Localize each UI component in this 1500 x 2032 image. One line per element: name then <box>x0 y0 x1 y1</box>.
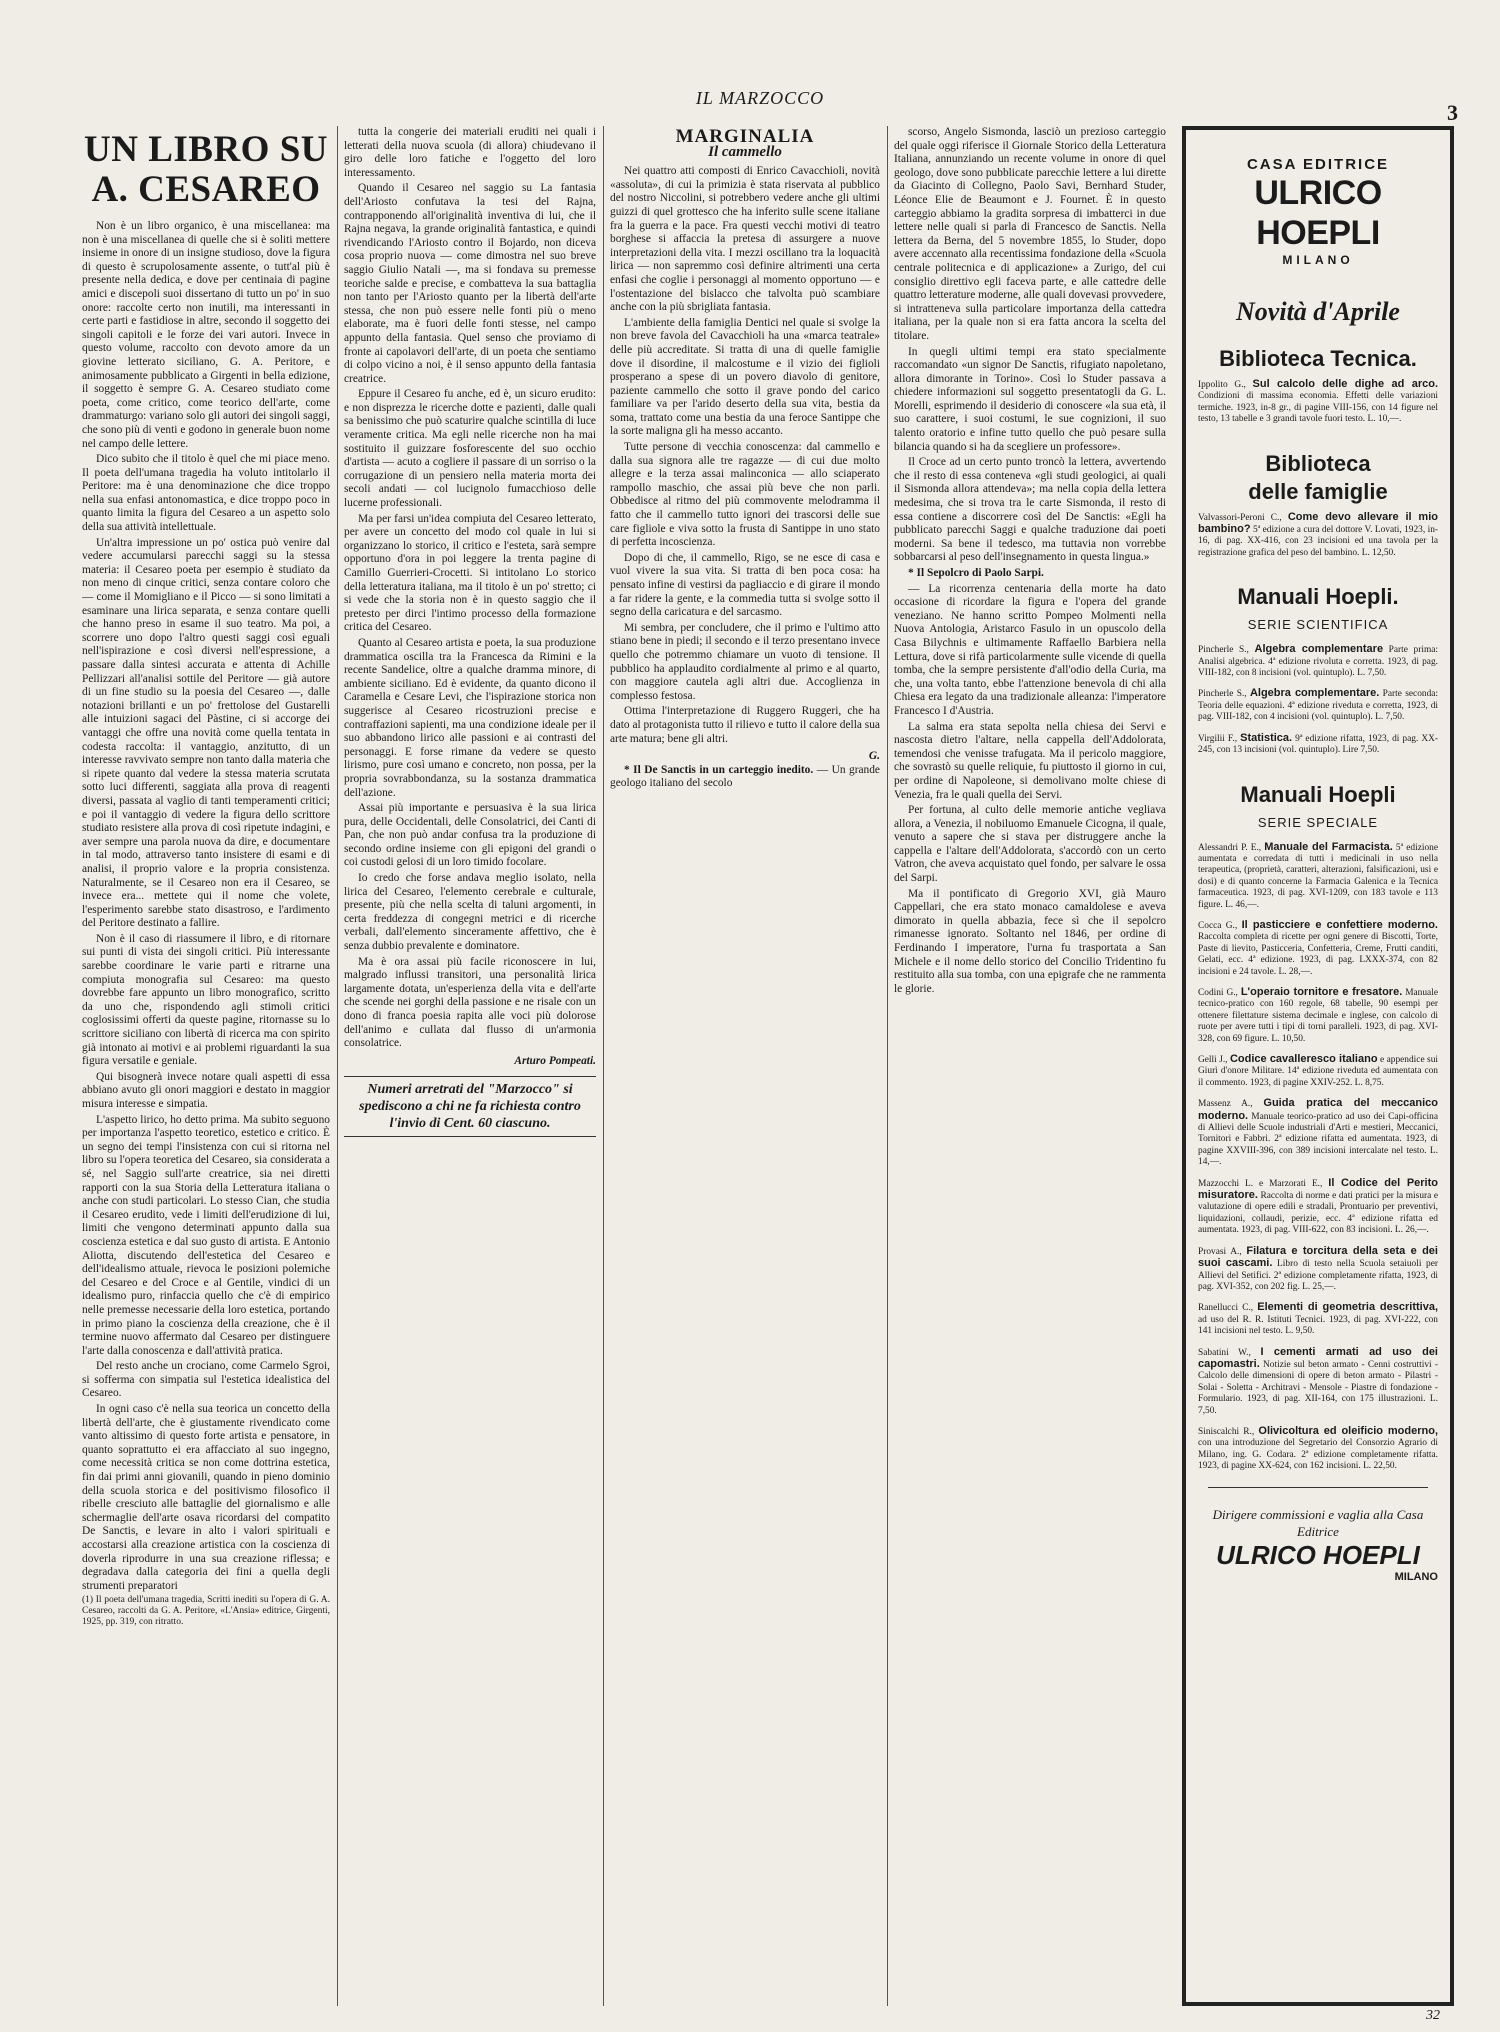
column-divider <box>337 126 338 2006</box>
paragraph: Tutte persone di vecchia conoscenza: dal cammello e dalla sua signora alle tre ragazze — di cui due molto allegre e la terza assai malinconica — allo sciaperato rampollo maschio, che assai più beve che non parli. Obbedisce al ritmo del più commovente melodramma il fatto che il cammello tutto ignori dei trascorsi delle sue care figliole e viva sotto la frusta di Santippe in uno stato di perfetta incoscienza. <box>610 441 880 549</box>
paragraph: scorso, Angelo Sismonda, lasciò un prezioso carteggio del quale oggi riferisce il Giornale Storico della Letteratura Italiana, annunziando un recente volume in onore di quel geologo, dove sono pubblicate parecchie lettere a lui dirette da Giacinto di Collegno, Paolo Savi, Bernhard Studer, Léonce Elie de Beaumont e J. Fournet. È in questo carteggio abbiamo la gradita sorpresa di imbatterci in due lettere nelle quali si parla di Francesco de Sanctis. Nella lettera da Berna, del 5 novembre 1855, lo Studer, dopo avere accennato alla recentissima fondazione della «Scuola centrale politecnica e di applicazione» a Zurigo, del cui consiglio direttivo egli faceva parte, e alle cattedre delle quattro letterature moderne, alle quali dovevasi provvedere, si intratteneva sulla particolare importanza della cattedra italiana, per la quale non si era fatta ancora la scelta del titolare. <box>894 126 1166 342</box>
ad-section-manuali-speciale: Manuali Hoepli <box>1240 781 1396 807</box>
ad-section-manuali-scientifica: Manuali Hoepli. <box>1237 584 1399 610</box>
ad-footer-city: MILANO <box>1394 1570 1438 1583</box>
paragraph: La salma era stata sepolta nella chiesa dei Servi e nascosta dietro l'altare, nella cappella dell'Addolorata, temendosi che venisse trafugata. Ma il pericolo maggiore, che sovrastò su quelle reliquie, fu piuttosto il giorno in cui, per ordine di Napoleone, si demolivano molte chiese di Venezia, fra le quali quella dei Servi. <box>894 720 1166 801</box>
ad-divider <box>1208 1487 1428 1488</box>
column-2 <box>344 126 596 2006</box>
section-header: MARGINALIA <box>675 126 815 147</box>
catalog-entry <box>1198 379 1438 426</box>
catalog-entry <box>1198 1426 1438 1473</box>
catalog-entry <box>1198 987 1438 1045</box>
paragraph: Quando il Cesareo nel saggio su La fantasia dell'Ariosto confutava la tesi del Rajna, contrapponendo all'originalità inventiva di lui, che il Rajna negava, la grande originalità fantastica, e quindi rivendicando l'Ariosto contro il Bojardo, non diceva cosa proprio nuova — come dimostra nel suo breve saggio Giulio Natali —, ma si fondava su premesse teoriche salde e precise, e combatteva la sua battaglia non tanto per l'Ariosto quanto per la libertà dell'arte stessa, che non può essere nelle fonti più o meno elaborate, ma è fuori delle fonti stesse, nel campo appunto della fantasia. Quel senso che proviamo di fronte ai capolavori dell'arte, di un poeta che sentiamo di colpo vicino a noi, è il senso appunto della fantasia creatrice. <box>344 182 596 385</box>
section-subheader: Il cammello <box>708 143 782 160</box>
catalog-entry <box>1198 1302 1438 1337</box>
column-3 <box>610 126 880 2006</box>
ad-serie: SERIE SCIENTIFICA <box>1247 617 1389 633</box>
ad-casa: CASA EDITRICE <box>1246 156 1390 173</box>
entry-author: Pincherle S., <box>1198 645 1249 656</box>
paragraph: Ma il pontificato di Gregorio XVI, già Mauro Cappellari, che era stato monaco camaldolese e aveva dimorato in quella abbazia, fece sì che il sepolcro rimanesse ignorato. Soltanto nel 1846, per ordine di Ferdinando I imperatore, l'urna fu trasportata a San Michele e il nome dello storico del Concilio Tridentino fu restituito alla sua tomba, con una epigrafe che ne rammenta le glorie. <box>894 887 1166 995</box>
entry-title: L'operaio tornitore e fresatore. <box>1240 985 1403 998</box>
paragraph: — La ricorrenza centenaria della morte ha dato occasione di ricordare la figura e l'opera del grande veneziano. Ne hanno scritto Pompeo Molmenti nella Nuova Antologia, Aristarco Fasulo in un opuscolo della Casa Bilychnis e ultimamente Raffaello Barbiera nella Lettura, dove si rifà particolarmente sulle vicende di quella tomba, che la sempre persistente d'all'odio della Curia, ma che, una volta tanto, ebbe l'attenzione benevola di chi alla Chiesa era legato da una tradizionale alleanza: l'imperatore Francesco I d'Austria. <box>894 582 1166 717</box>
ad-section-biblioteca-famiglie: Biblioteca delle famiglie <box>1248 450 1388 504</box>
entry-author: Cocca G., <box>1198 920 1238 931</box>
entry-title: Olivicoltura ed oleificio moderno, <box>1258 1424 1438 1437</box>
entry-title: I cementi armati ad uso dei capomastri. <box>1198 1345 1438 1370</box>
catalog-entry <box>1198 1098 1438 1168</box>
entry-desc: 5ª edizione aumentata e corredata di tutti i medicinali in uso nella terapeutica, (proprietà, caratteri, alterazioni, falsificazioni, usi e dosi) e di quanto concerne la Farmacia Galenica e la Tecnica farmaceutica. 1923, di pag. XVI-1209, con 183 tavole e 113 figure. L. 46,—. <box>1198 842 1439 910</box>
column-divider <box>887 126 888 2006</box>
entry-desc: Raccolta di norme e dati pratici per la misura e valutazione di opere edili e stradali, Prontuario per preventivi, liquidazioni, collaudi, perizie, ecc. 4ª edizione rifatta ed aumentata. 1923, di pag. VIII-622, con 83 incisioni. L. 26,—. <box>1198 1191 1438 1236</box>
ad-entries <box>1198 842 1438 1473</box>
paragraph: Il Croce ad un certo punto troncò la lettera, avvertendo che il resto di essa conteneva «gli studi geologici, ai quali il Sismonda allora attendeva»; ma nella copia della lettera medesima, che si trova tra le carte Sismonda, il resto di essa contiene a discorrere così del De Sanctis: «Egli ha pubblicato parecchi Saggi e qualche traduzione dai poeti moderni. Sa bene il tedesco, ma tuttavia non vorrebbe sobbarcarsi al peso dell'insegnamento in questa lingua.» <box>894 456 1166 564</box>
entry-desc: 9ª edizione rifatta, 1923, di pag. XX-245, con 13 incisioni (vol. quintuplo). Lire 7,50. <box>1198 733 1439 756</box>
entry-author: Sabatini W., <box>1198 1347 1251 1358</box>
back-issues-notice: Numeri arretrati del "Marzocco" si spediscono a chi ne fa richiesta contro l'invio di Cent. 60 ciascuno. <box>344 1076 596 1137</box>
corner-mark: 32 <box>1426 2008 1440 2023</box>
entry-desc: Notizie sul beton armato - Cenni costruttivi - Calcolo delle dimensioni di opere di beton armato - Pilastri - Solai - Soletta - Architravi - Mensole - Piastre di fondazione - Formulario. 1923, di pag. XII-164, con 175 illustrazioni. L. 7,50. <box>1198 1359 1439 1416</box>
item-text: — Un grande geologo italiano del secolo <box>610 763 880 790</box>
ad-publisher-name: ULRICO HOEPLI <box>1254 174 1382 252</box>
paragraph: Mi sembra, per concludere, che il primo e l'ultimo atto stiano bene in piedi; il secondo e il terzo presentano invece quello che potremmo chiamare un vuoto di tensione. Il pubblico ha applaudito cordialmente al primo e al quarto, con maggiore cautela agli altri due. Accoglienza in complesso festosa. <box>610 621 880 702</box>
paragraph: Ma è ora assai più facile riconoscere in lui, malgrado influssi transitori, una personalità lirica largamente dotata, un'esperienza della vita e dell'arte che scende nei gorghi della passione e ne risale con un dono di franca poesia rapita alle voci più dolorose dell'animo e cullata dal flusso di un'armonia consolatrice. <box>344 955 596 1050</box>
entry-title: Il pasticciere e confettiere moderno. <box>1241 918 1438 931</box>
item-title: * Il De Sanctis in un carteggio inedito. <box>624 763 814 776</box>
entry-desc: Manuale tecnico-pratico con 160 regole, 68 tabelle, 90 esempi per ottenere filettature sistema decimale e inglese, con calcolo di ruote per avere tutti i tipi di torni paralleli. 1923, di pag. XVI-328, con 69 figure. L. 10,50. <box>1198 987 1438 1044</box>
catalog-entry <box>1198 512 1438 560</box>
column-1 <box>82 126 330 2006</box>
paragraph: Ma per farsi un'idea compiuta del Cesareo letterato, per avere un concetto del modo col quale in lui si organizzano lo storico, il critico e l'esteta, sarà sempre opportuno d'ora in poi leggere la trenta pagine di Camillo Guerrieri-Crocetti. Si intitolano Lo storico della letteratura italiana, ma il titolo è un po' stretto; ci si vede che la storia non è in questo saggio che il pretesto per dirci l'intimo processo della formazione critica del Cesareo. <box>344 512 596 634</box>
marginalia-body <box>610 165 880 746</box>
marginalia-signature: G. <box>868 750 880 763</box>
entry-title: Statistica. <box>1240 731 1293 744</box>
author-signature: Arturo Pompeati. <box>514 1054 596 1067</box>
entry-desc: Condizioni di massima economia. Effetti delle variazioni termiche. 1923, in-8 gr., di pagine VIII-156, con 14 figure nel testo, 13 tabelle e 3 grandi tavole fuori testo. L. 10,—. <box>1198 391 1438 425</box>
paragraph: Io credo che forse andava meglio isolato, nella lirica del Cesareo, l'elemento cerebrale e culturale, presente, più che nella scelta di taluni argomenti, in certa freddezza di congegni metrici e di ricerche verbali, dall'elemento sinceramente affettivo, che è senza dubbio prevalente e dominatore. <box>344 872 596 953</box>
entry-author: Codini G., <box>1198 987 1238 998</box>
entry-author: Virgilii F., <box>1198 733 1238 744</box>
paragraph: tutta la congerie dei materiali eruditi nei quali i letterati della nuova scuola (di allora) chiudevano il giro delle loro fatiche e l'oggetto del loro interessamento. <box>344 126 596 179</box>
entry-title: Manuale del Farmacista. <box>1264 840 1393 853</box>
entry-title: Algebra complementare <box>1254 643 1384 656</box>
catalog-entry <box>1198 1178 1438 1237</box>
ad-entries <box>1198 644 1438 756</box>
entry-desc: e appendice sui Giurì d'onore Militare. 14ª edizione riveduta ed aumentata con il commento. 1923, di pagine XXIV-252. L. 8,75. <box>1198 1055 1438 1088</box>
entry-author: Siniscalchi R., <box>1198 1426 1255 1437</box>
entry-desc: Libro di testo nella Scuola setaiuoli per Allievi del Setifici. 2ª edizione completamente rifatta, 1923, di pag. XVI-352, con 202 fig. L. 25,—. <box>1198 1259 1439 1292</box>
entry-title: Codice cavalleresco italiano <box>1229 1053 1378 1065</box>
entry-author: Ranellucci C., <box>1198 1303 1254 1314</box>
paragraph: Qui bisognerà invece notare quali aspetti di essa abbiano avuto gli onori maggiori e destato in maggior misura interesse e simpatia. <box>82 1070 330 1110</box>
paragraph: Eppure il Cesareo fu anche, ed è, un sicuro erudito: e non disprezza le ricerche dotte e pazienti, dalle quali sa benissimo che può scaturire qualche scintilla di luce veramente critica. Ma egli nelle ricerche non ha mai sostituito il guizzare fosforescente del suo occhio d'artista — acuto a cogliere il passare di un sorriso o la corrugazione di un pensiero nella materia morta dei secoli andati — col lucignolo fumacchioso delle lucerne professionali. <box>344 388 596 510</box>
entry-desc: ad uso del R. R. Istituti Tecnici. 1923, di pag. XVI-222, con 141 incisioni nel testo. L. 9,50. <box>1198 1314 1438 1337</box>
ad-entries <box>1198 512 1438 560</box>
paragraph: Quanto al Cesareo artista e poeta, la sua produzione drammatica oscilla tra la Francesca da Rimini e la recente Sandelice, oltre a qualche dramma minore, di ambiente siciliano. Ed è evidente, da quanto dicono il Caramella e Cesare Levi, che l'ispirazione storica non suggerisce al Cesareo ricostruzioni precise e contraffazioni sapienti, ma una condizione ideale per il suo abbandono lirico alle passioni e ai contrasti del personaggi. E forse rimane da vedere se questo lirismo, pure così umano e concreto, non possa, per la propria sovrabbondanza, su la sostanza drammatica dell'azione. <box>344 636 596 799</box>
paragraph: Non è un libro organico, è una miscellanea: ma non è una miscellanea di quelle che si è soliti mettere insieme in onore di un insigne studioso, dove la figura di questo è scrupolosamente assente, o tutt'al più è presente nella dedica, e dove per centinaia di pagine amici e discepoli suoi dissertano di tutto un po' in suo onore: raccolte certo non inutili, ma interessanti in certe parti e fastidiose in altre, secondo il soggetto dei singoli capitoli e le forze dei vari autori. Invece in questo volume, raccolto con devoto amore da un giovine letterato siciliano, G. A. Peritore, e animosamente pubblicato a Girgenti in bella edizione, il soggetto è sempre G. A. Cesareo studiato come poeta, come critico, come teorico dell'arte, come drammaturgo: variano solo gli autori dei singoli saggi, che sono più di venti e godono in generale buon nome nel campo delle lettere. <box>82 220 330 450</box>
column-4-body <box>894 126 1166 565</box>
catalog-entry <box>1198 1246 1438 1294</box>
paragraph: Non è il caso di riassumere il libro, e di ritornare sui punti di vista dei singoli critici. Più interessante sarebbe coordinare le varie parti e ritrarne una compiuta monografia sul Cesareo: ma questo dovrebbe fare appunto un libro monografico, scritto da uno che, rispondendo agli stimoli critici coglosissimi offerti da queste pagine, ritornasse su lo scrittore siciliano con libertà di ricerca ma con spirito già intonato ai motivi e ai problemi riguardanti la sua figura versatile e geniale. <box>82 932 330 1068</box>
entry-desc: Parte seconda: Teoria delle equazioni. 4ª edizione riveduta e corretta, 1923, di pag. VIII-182, con 4 incisioni (vol. quintuplo). L. 7,50. <box>1198 689 1439 723</box>
paragraph: Per fortuna, al culto delle memorie antiche vegliava allora, a Venezia, il nobiluomo Emanuele Cicogna, il quale, venuto a sapere che si stava per distruggere anche la cappella e l'altare dell'Addolorata, s'accordò con un certo Vatron, che aveva acquistato quel fondo, per salvare le ossa del Sarpi. <box>894 804 1166 885</box>
paragraph: Dico subito che il titolo è quel che mi piace meno. Il poeta dell'umana tragedia ha voluto intitolarlo il Peritore: ma è una denominazione che dice troppo nella sua enfasi antonomastica, e dice troppo poco in quanto limita la figura del Cesareo a un aspetto solo della sua attività intellettuale. <box>82 453 330 534</box>
catalog-entry <box>1198 644 1438 679</box>
ad-serie: SERIE SPECIALE <box>1257 814 1379 830</box>
ad-city: MILANO <box>1282 253 1354 267</box>
sarpi-item-body <box>894 583 1166 997</box>
masthead: IL MARZOCCO <box>695 88 825 108</box>
entry-author: Pincherle S., <box>1198 689 1247 700</box>
ad-footer-name: ULRICO HOEPLI <box>1216 1539 1420 1570</box>
entry-title: Sul calcolo delle dighe ad arco. <box>1252 378 1439 390</box>
article-body <box>82 220 330 1593</box>
ad-footer-text: Dirigere commissioni e vaglia alla Casa Editrice <box>1212 1506 1424 1539</box>
ad-entries <box>1198 379 1438 426</box>
entry-desc: con una introduzione del Segretario del Consorzio Agrario di Milano, ing. G. Codara. 2ª edizione completamente rifatta. 1923, di pagine XX-624, con 162 incisioni. L. 22,50. <box>1198 1438 1438 1472</box>
entry-title: Elementi di geometria descrittiva, <box>1257 1301 1438 1314</box>
entry-author: Ippolito G., <box>1198 380 1246 390</box>
entry-title: Filatura e torcitura della seta e dei suoi cascami. <box>1198 1244 1438 1270</box>
entry-author: Mazzocchi L. e Marzorati E., <box>1198 1178 1323 1189</box>
entry-title: Algebra complementare. <box>1249 687 1380 700</box>
paragraph: Assai più importante e persuasiva è la sua lirica pura, delle Occidentali, delle Consolatrici, dei Canti di Pan, che non può andar confusa tra la produzione di secondo ordine insieme con gli epigoni del grandi o coi custodi gelosi di un loro timido focolare. <box>344 802 596 869</box>
paragraph: Del resto anche un crociano, come Carmelo Sgroi, si sofferma con simpatia sul l'estetica idealistica del Cesareo. <box>82 1360 330 1400</box>
column-4 <box>894 126 1166 2006</box>
entry-desc: Raccolta completa di ricette per ogni genere di Biscotti, Torte, Paste di lievito, Pasticceria, Confetteria, Creme, Frutti canditi, Gelati, ecc. 4ª edizione. 1923, di pag. LXXX-374, con 82 incisioni e 24 tavole. L. 28,—. <box>1198 932 1438 977</box>
footnote: (1) Il poeta dell'umana tragedia, Scritti inediti su l'opera di G. A. Cesareo, raccolti da G. A. Peritore, «L'Ansia» editrice, Girgenti, 1925, pp. 319, con ritratto. <box>82 1595 330 1628</box>
entry-desc: Manuale teorico-pratico ad uso dei Capi-officina di Allievi delle Scuole industriali d'Arti e mestieri, Meccanici, Tornitori e Fabbri. 2ª edizione rifatta ed aumentata. 1923, di pagine XXVIII-396, con 389 incisioni intercalate nel testo. L. 14,—. <box>1198 1111 1438 1168</box>
paragraph: L'aspetto lirico, ho detto prima. Ma subito seguono per importanza l'aspetto teoretico, estetico e critico. È un segno dei tempi l'insistenza con cui si ritorna nel libro su l'opera teoretica del Cesareo, sia considerata a sé, nel Saggio sull'arte creatrice, sia nei diretti rapporti con la sua Storia della Letteratura italiana o anche con studi particolari. Lo stesso Cian, che studia il Cesareo erudito, vede i limiti dell'erudizione di lui, limiti che vengono determinati appunto dalla sua coscienza estetica e dal suo gusto di artista. E Antonio Aliotta, discutendo dell'estetica del Cesareo e dell'idealismo attuale, rievoca le posizioni polemiche del Cesareo e del Croce e al Gentile, vindici di un idealismo puro, rinfaccia quello che c'è di empirico nelle premesse necessarie della loro estetica, portando in primo piano la coscienza della creazione, che è il termine nuovo affermato dal Cesareo per distinguere l'arte dalla conoscenza e dall'attività pratica. <box>82 1113 330 1357</box>
catalog-entry <box>1198 842 1438 911</box>
ad-section-biblioteca-tecnica: Biblioteca Tecnica. <box>1219 346 1417 371</box>
catalog-entry <box>1198 733 1438 757</box>
paragraph: Ottima l'interpretazione di Ruggero Ruggeri, che ha dato al protagonista tutto il rilievo e tutto il calore della sua arte matura; bene gli altri. <box>610 705 880 745</box>
hoepli-advertisement <box>1182 126 1454 2006</box>
entry-desc: 5ª edizione a cura del dottore V. Lovati, 1923, in-16, di pag. XX-416, con 23 incisioni ed una tavola per la registrazione grafica del peso del bambino. L. 12,50. <box>1198 525 1438 558</box>
entry-title: Il Codice del Perito misuratore. <box>1198 1176 1438 1202</box>
ad-novita: Novità d'Aprile <box>1236 297 1400 326</box>
catalog-entry <box>1198 688 1438 723</box>
item-title: * Il Sepolcro di Paolo Sarpi. <box>908 567 1044 579</box>
entry-author: Alessandri P. E., <box>1198 842 1262 853</box>
entry-author: Provasi A., <box>1198 1246 1242 1257</box>
entry-author: Gelli J., <box>1198 1055 1228 1065</box>
catalog-entry <box>1198 1054 1438 1089</box>
article-body-continued <box>344 126 596 1051</box>
column-divider <box>603 126 604 2006</box>
paragraph: In ogni caso c'è nella sua teorica un concetto della libertà dell'arte, che è giustamente rivendicato come vanto altissimo di questo forte artista e pensatore, in quanto soprattutto ei era affacciato al suo ingegno, come necessità critica se non come dottrina estetica, fin dai primi anni giovanili, quando in pieno dominio della scuola storica e del positivismo filosofico il ribelle cresciuto alle battaglie del giornalismo e alle schermaglie dell'arte osava ricordarsi del compatito De Sanctis, e levare in alto i valori spirituali e accostarsi alla creazione artistica con la coscienza di doverla riprodurre in una sua creazione riflessa; e degradava dalla categoria dei fini a quella degli strumenti preparatori <box>82 1403 330 1592</box>
entry-title: Guida pratica del meccanico moderno. <box>1198 1097 1439 1122</box>
catalog-entry <box>1198 1347 1438 1417</box>
catalog-entry <box>1198 920 1438 978</box>
entry-author: Massenz A., <box>1198 1099 1253 1110</box>
entry-desc: Parte prima: Analisi algebrica. 4ª edizione rivoluta e corretta. 1923, di pag. VIII-182, con 8 incisioni (vol. quintuplo). L. 7,50. <box>1198 645 1438 679</box>
paragraph: Nei quattro atti composti di Enrico Cavacchioli, novità «assoluta», di cui la primizia è stata riservata al pubblico del nostro Niccolini, si potrebbero vedere anche gli ultimi guizzi di quel grottesco che ha inferito sulle scene italiane fra la guerra e la pace. Fra questi vecchi motivi di teatro borghese si affaccia la pretesa di assurgere a nuove interpretazioni della vita. I mezzi oscillano tra la loquacità lirica — non sapremmo così definire altrimenti una certa enfasi che coglie i personaggi al momento opportuno — e l'ostentazione del bislacco che talvolta può scambiare anche con la più sbrigliata fantasia. <box>610 165 880 314</box>
entry-title: Come devo allevare il mio bambino? <box>1198 510 1438 536</box>
entry-author: Valvassori-Peroni C., <box>1198 512 1282 523</box>
paragraph: In quegli ultimi tempi era stato specialmente raccomandato «un signor De Sanctis, rifugiato napoletano, allora dimorante in Torino». Così lo Studer passava a chiedere informazioni sul soggetto presentatogli da G. L. Morelli, esprimendo il desiderio di conoscere «la sua età, il suo carattere, i suoi costumi, le sue cognizioni, il suo talento oratorio e infine tutto quello che può pesare sulla bilancia quando si ha da scegliere un professore». <box>894 345 1166 453</box>
paragraph: Dopo di che, il cammello, Rigo, se ne esce di casa e vuol vivere la sua vita. Si tratta di ben poca cosa: ha pensato infine di vestirsi da pagliaccio e di girare il mondo a far ridere la gente, e la commedia tutta si svolge sotto il segno della caricatura e del sarcasmo. <box>610 551 880 619</box>
paragraph: L'ambiente della famiglia Dentici nel quale si svolge la non breve favola del Cavacchioli ha una «marca teatrale» delle più accreditate. Si tratta di una di quelle famiglie dove il disordine, il malcostume e il vizio dei figlioli prosperano a spese di un povero diavolo di genitore, paziente cammello che sotto il grave pondo del carico familiare va per l'arido deserto della sua vita, bestia da soma, trattato come una bestia da una feroce Santippe che la sorte maligna gli ha messo accanto. <box>610 316 880 438</box>
page-number: 3 <box>1447 100 1458 125</box>
paragraph: Un'altra impressione un po' ostica può venire dal vedere accumularsi parecchi saggi su la stessa materia: il Cesareo poeta per esempio è studiato da non meno di cinque critici, senza contare coloro che — come il Momigliano e il Picco — si sono limitati a esaminare una lirica separata, e senza contare quelli che hanno preso in esame il suo teatro. Ma poi, a scorrere uno dopo l'altro questi saggi così eguali nell'ispirazione e così diversi nell'espressione, a passare dalla sintesi accurata e attenta di Achille Pellizzari all'analisi sottile del Peritore — già autore di un fine studio su la poesia del Cesareo —, dalle notazioni brillanti e un po' frettolose del Gustarelli alle intuizioni sagaci del Pàstine, ci si accorge dei vantaggi che offre una novità come quella tentata in codesta raccolta: il vantaggio, anzitutto, di un interesse ravvivato sempre non tanto dalla materia che si ripete quanto dal vedere la stessa materia scrutata sotto luci differenti, saggiata alla prova di reagenti diversi, passata al vaglio di tanti temperamenti critici; e poi il vantaggio di vedere la figura dello scrittore studiato resistere alla prova di così ripetute indagini, e aver sempre una parola nuova da dire, e documentare in tal modo, attraverso tanto insistere di esami e di analisi, il proprio valore e la propria consistenza. Naturalmente, se il Cesareo non era il Cesareo, se invece era... mettete qui il nome che volete, l'esperimento sarebbe stato disastroso, e l'ardimento del Peritore destinato a fallire. <box>82 536 330 930</box>
article-title: UN LIBRO SU A. CESAREO <box>84 129 328 210</box>
